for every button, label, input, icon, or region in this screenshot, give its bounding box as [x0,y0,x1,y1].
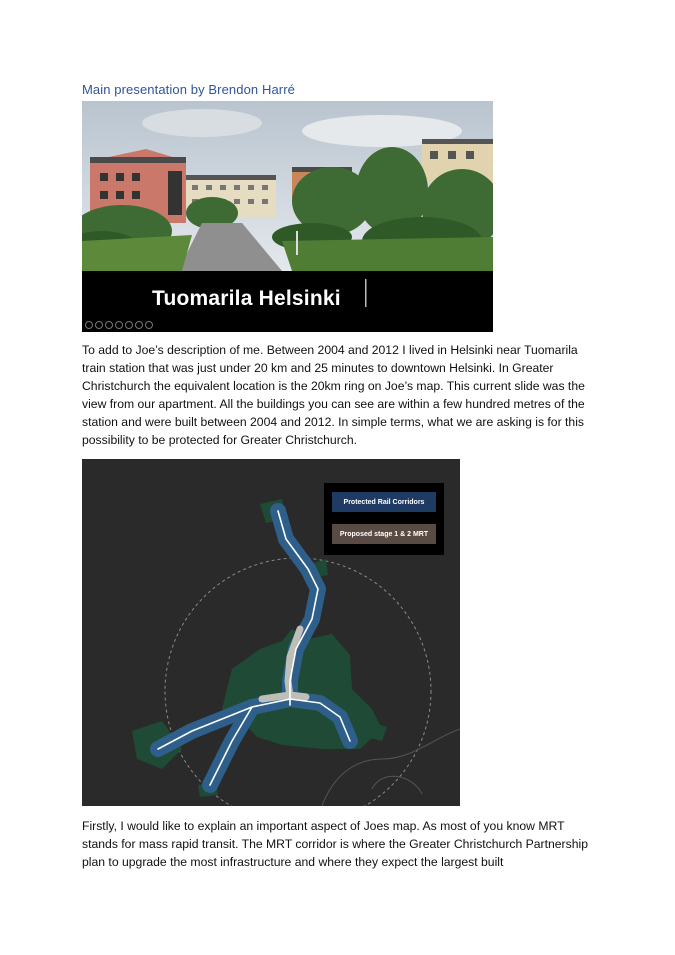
search-icon[interactable] [125,321,133,329]
map-legend [324,483,444,555]
paragraph-intro: To add to Joe’s description of me. Between 2004 and 2012 I lived in Helsinki near Tuomarila train station that was just under 20 km and 25 minutes to downtown Helsinki. In Greater Christchurch the equivalent location is the 20km ring on Joe’s map. This current slide was the view from our apartment. All the buildings you can see are within a few hundred metres of the station and were built between 2004 and 2012. In simple terms, what we are asking is for this possibility to be protected for Greater Christchurch. [82,343,585,447]
slide-mrt-map [82,459,460,806]
more-icon[interactable] [145,321,153,329]
presentation-heading: Main presentation by Brendon Harré [82,82,295,97]
slide-title: Tuomarila Helsinki [152,287,341,310]
paragraph-mrt: Firstly, I would like to explain an important aspect of Joes map. As most of you know MRT stands for mass rapid transit. The MRT corridor is where the Greater Christchurch Partnership plan to upgrade the most infrastructure and where they expect the largest built [82,819,588,869]
slide-tuomarila-photo [82,101,493,332]
next-icon[interactable] [95,321,103,329]
slide-controls [85,321,153,329]
legend-protected-rail: Protected Rail Corridors [332,492,436,512]
pen-icon[interactable] [105,321,113,329]
legend-proposed-mrt: Proposed stage 1 & 2 MRT [332,524,436,544]
zoom-icon[interactable] [115,321,123,329]
prev-icon[interactable] [85,321,93,329]
grid-icon[interactable] [135,321,143,329]
